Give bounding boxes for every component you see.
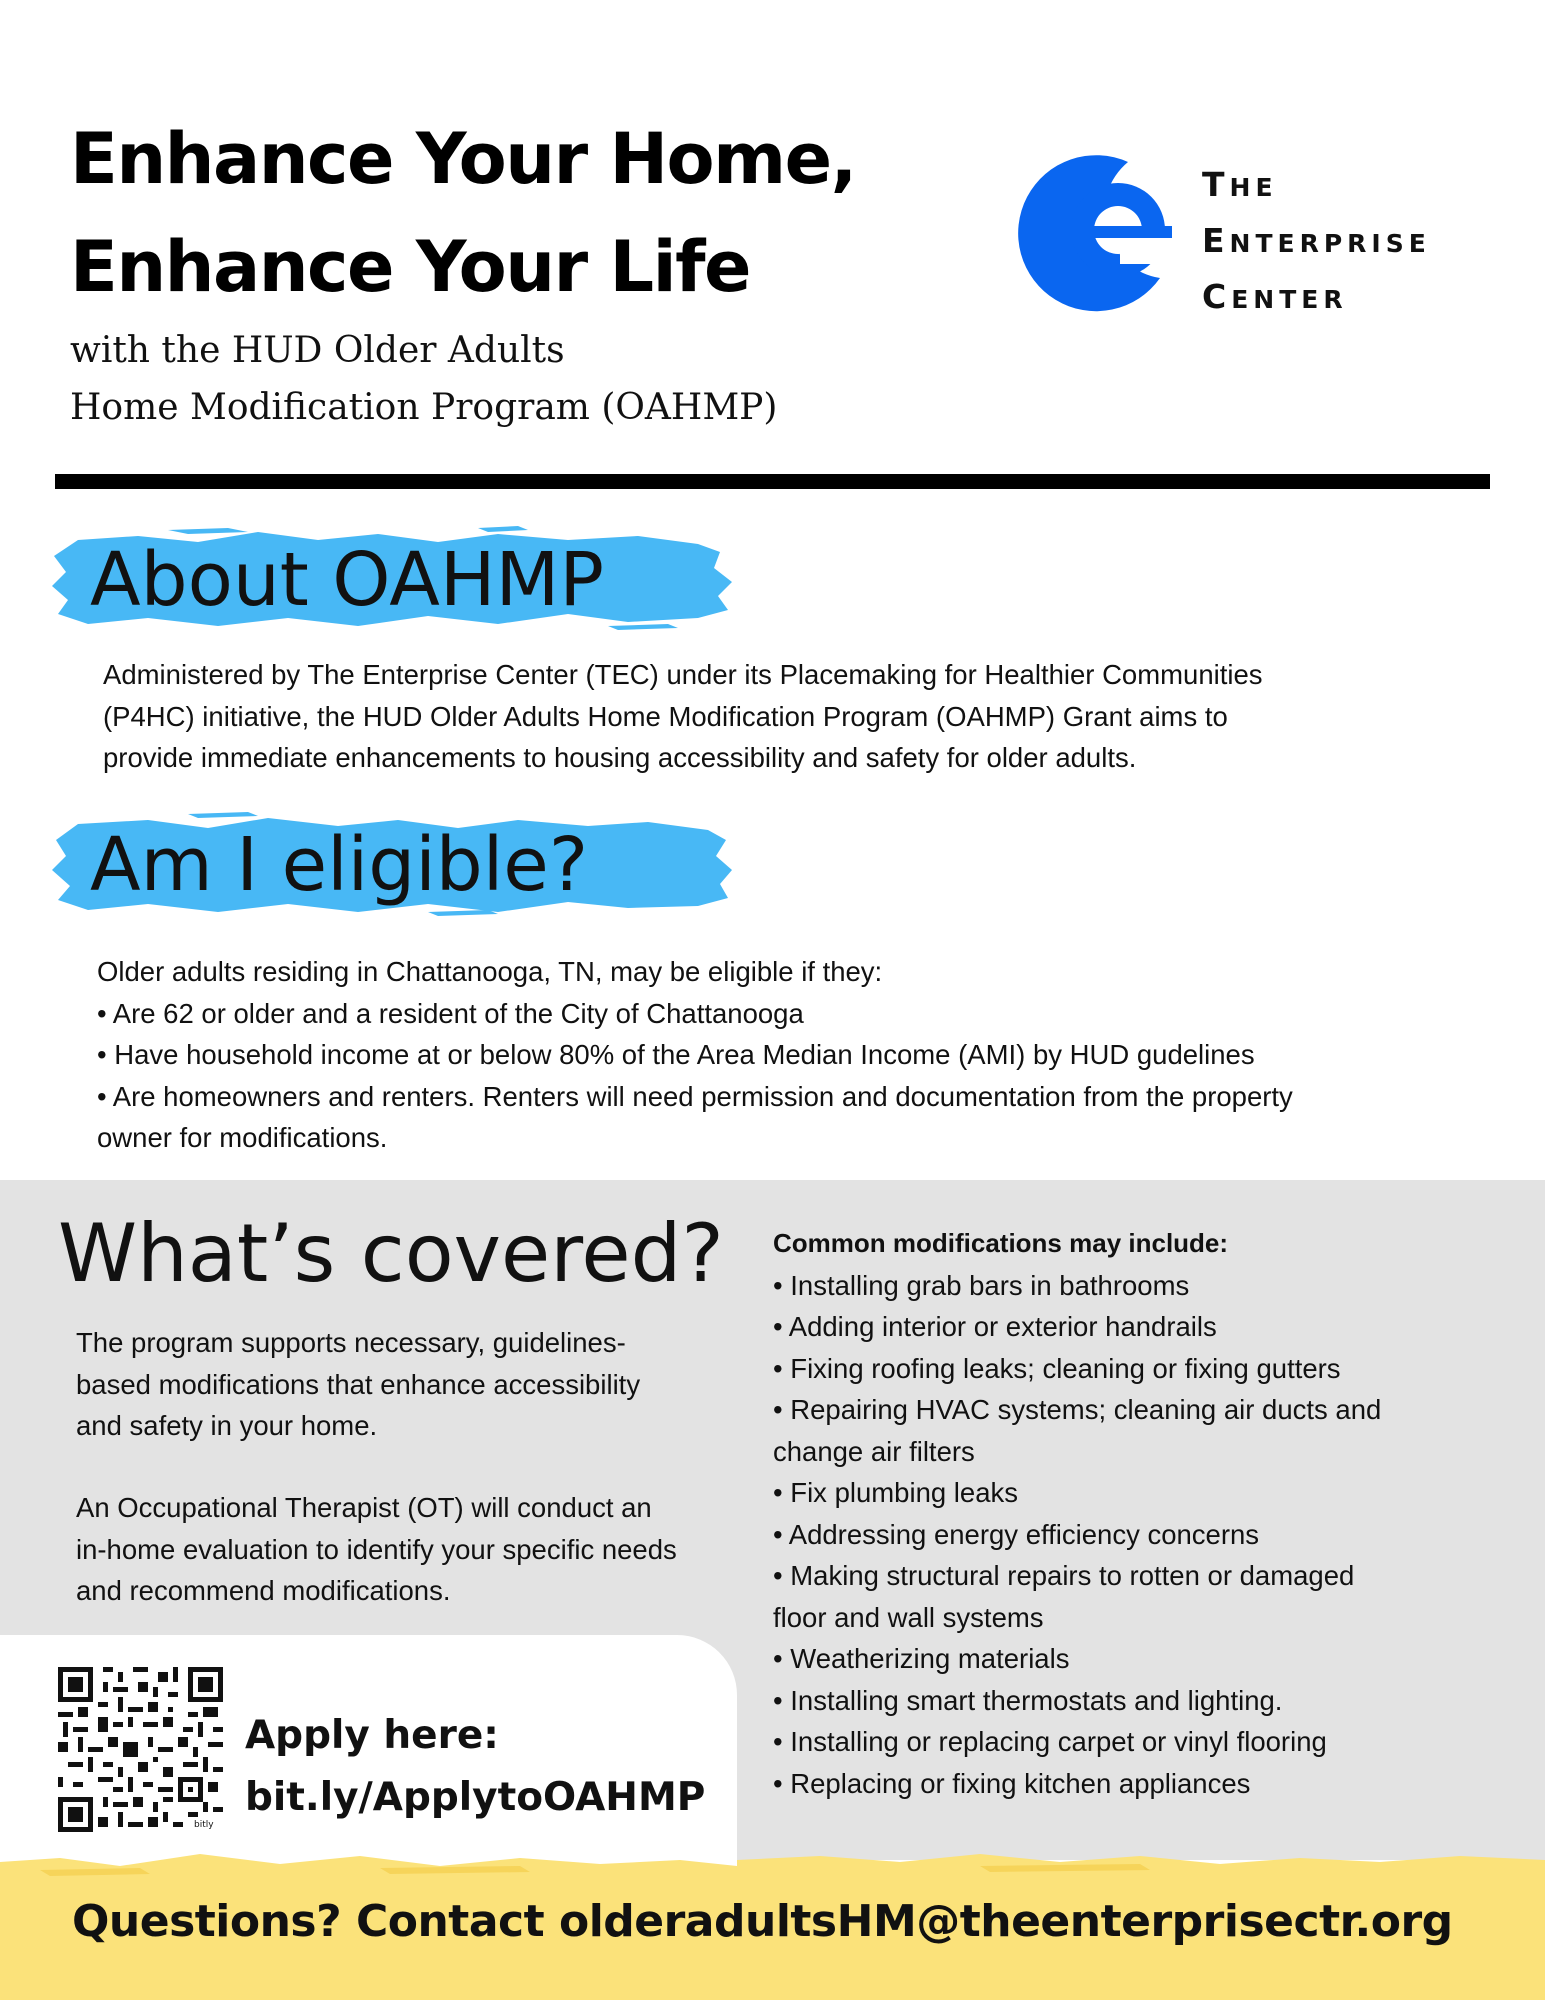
eligible-list: Older adults residing in Chattanooga, TN, may be eligible if they: • Are 62 or older and a resident of the City of Chattanooga • Have household income at or below 80% of the Area Median Income (AMI) by HUD gudelines • Are homeowners and renters. Renters will need permission and documentation from the property owner for modifications.: [97, 956, 1293, 1153]
modifications-heading: Common modifications may include:: [773, 1228, 1229, 1258]
logo-wordmark: THE ENTERPRISE CENTER: [1202, 165, 1431, 316]
apply-link[interactable]: bit.ly/ApplytoOAHMP: [245, 1775, 706, 1820]
header-divider: [55, 474, 1490, 489]
about-heading: About OAHMP: [90, 537, 604, 623]
about-paragraph: Administered by The Enterprise Center (TEC) under its Placemaking for Healthier Communities (P4HC) initiative, the HUD Older Adults Home Modification Program (OAHMP) Grant aims to provide immediate enhancements to housing accessibility and safety for older adults.: [103, 659, 1263, 773]
enterprise-e-logo-icon: [1010, 150, 1180, 320]
covered-paragraph-1: The program supports necessary, guidelines- based modifications that enhance accessibility and safety in your home.: [76, 1327, 641, 1441]
subtitle-line-1: with the HUD Older Adults: [70, 330, 565, 371]
covered-paragraph-2: An Occupational Therapist (OT) will conduct an in-home evaluation to identify your specific needs and recommend modifications.: [76, 1492, 677, 1606]
page-title: [70, 105, 970, 321]
covered-heading: What’s covered?: [58, 1207, 724, 1300]
page-title-line-2: Enhance Your Life: [70, 226, 751, 308]
modifications-list: Common modifications may include: • Installing grab bars in bathrooms • Adding interior or exterior handrails • Fixing roofing leaks; cleaning or fixing gutters • Repairing HVAC systems; cleaning air ducts and change air filters • Fix plumbing leaks • Addressing energy efficiency concerns • Making structural repairs to rotten or damaged floor and wall systems • Weatherizing materials • Installing smart thermostats and lighting. • Installing or replacing carpet or vinyl flooring • Replacing or fixing kitchen appliances: [773, 1223, 1381, 1804]
apply-block: [245, 1705, 705, 1829]
page-subtitle: [70, 322, 970, 436]
eligible-heading: Am I eligible?: [90, 822, 589, 908]
apply-label: Apply here:: [245, 1713, 499, 1758]
qr-caption: bitly: [194, 1820, 214, 1830]
subtitle-line-2: Home Modification Program (OAHMP): [70, 387, 778, 428]
contact-line[interactable]: Questions? Contact olderadultsHM@theenterprisectr.org: [72, 1896, 1453, 1947]
page-title-line-1: Enhance Your Home,: [70, 118, 856, 200]
qr-code-icon[interactable]: [58, 1667, 223, 1832]
